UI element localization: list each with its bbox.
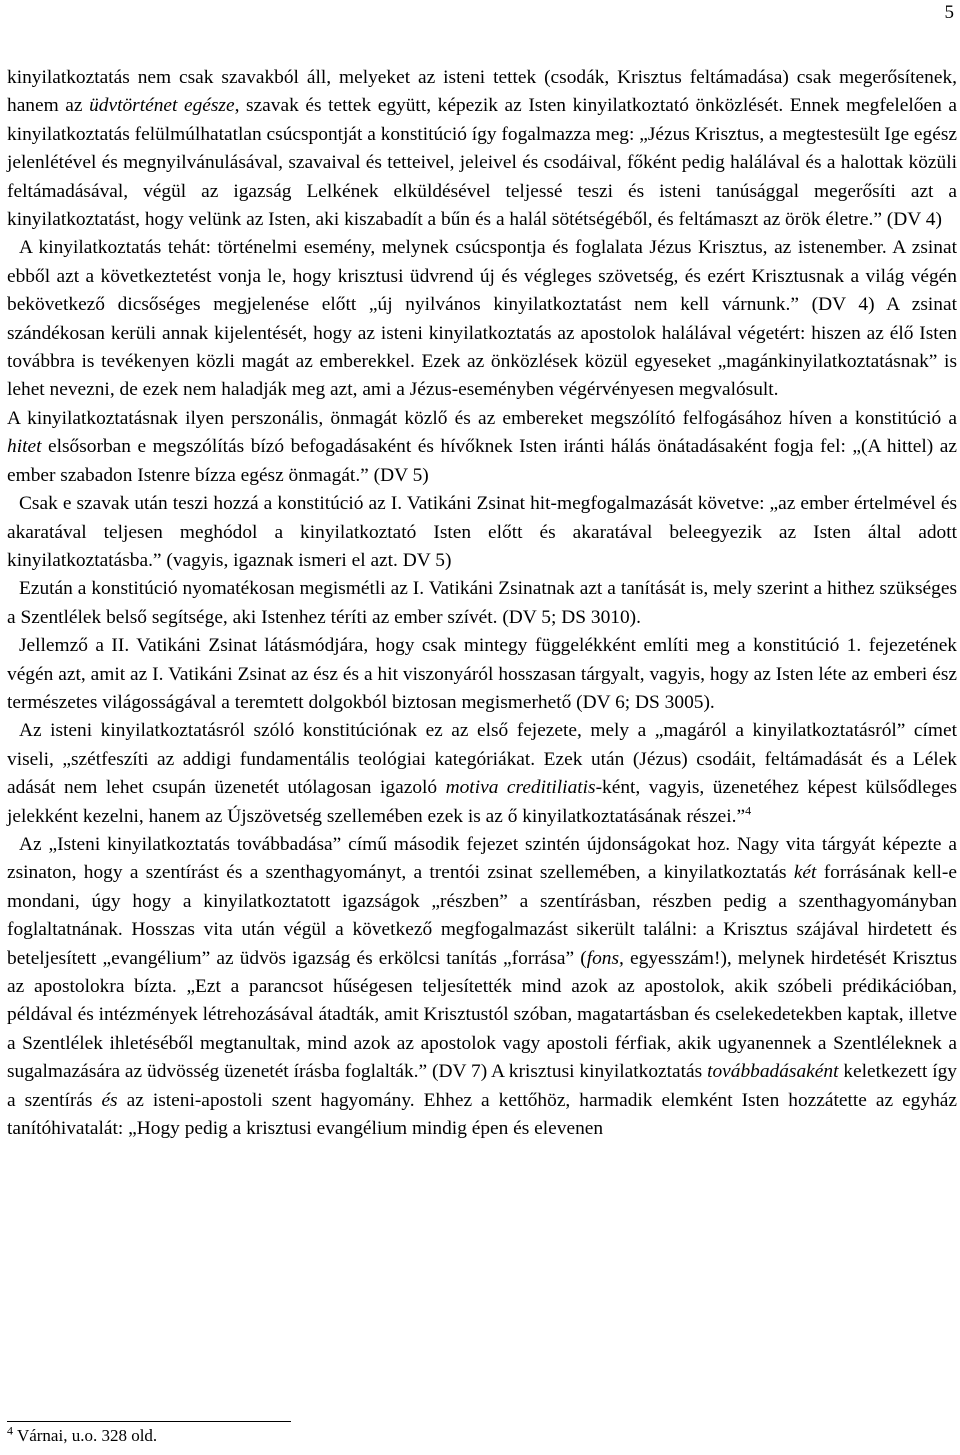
- paragraph: [7, 490, 957, 575]
- paragraph: [7, 632, 957, 717]
- italic-text: üdvtörténet egésze: [89, 95, 235, 117]
- paragraph: [7, 405, 957, 490]
- text-run: , szavak és tettek együtt, képezik az Isten kinyilatkoztató önközlését. Ennek megfelelően a kinyilatkoztatás felülmúlhatatlan csúcspontját a konstitúció így fogalmazza meg: „Jézus Krisztus, a megtestesült Ige egész jelenlétével és megnyilvánulásával, szavaival és tetteivel, jeleivel és csodáival, főként pedig halálával és a halottak közüli feltámadásával, végül az igazság Lelkének elküldésével teljessé teszi és isteni tanúsággal megerősíti azt a kinyilatkoztatást, hogy velünk az Isten, aki kiszabadít a bűn és a halál sötétségéből, és feltámaszt az örök életre.” (DV 4): [7, 95, 957, 231]
- italic-text: fons,: [586, 947, 624, 969]
- footnote-text: Várnai, u.o. 328 old.: [13, 1426, 158, 1445]
- italic-text: két: [793, 862, 817, 884]
- text-run: Jellemző a II. Vatikáni Zsinat látásmódjára, hogy csak mintegy függelékként említi meg a konstitúció 1. fejezetének végén azt, amit az I. Vatikáni Zsinat az ész és a hit viszonyáról hosszasan tárgyalt, vagyis, hogy az Isten léte az emberi ész természetes világosságával a teremtett dolgokból biztosan megismerhető (DV 6; DS 3005).: [7, 635, 957, 713]
- paragraph: [7, 575, 957, 632]
- text-run: -ként, vagyis, üzenetéhez képest külsődleges jelekként kezelni, hanem az Újszövetség szellemében ezek is az ő kinyilatkoztatásának részei.”: [7, 777, 957, 827]
- italic-text: motiva creditiliatis: [445, 777, 596, 799]
- paragraph: [7, 234, 957, 404]
- text-run: elsősorban e megszólítás bízó befogadásaként és hívőknek Isten iránti hálás önátadásaként fogja fel: „(A hittel) az ember szabadon Istenre bízza egész önmagát.” (DV 5): [7, 436, 957, 486]
- footnote-separator: [7, 1421, 291, 1422]
- text-run: Ezután a konstitúció nyomatékosan megismétli az I. Vatikáni Zsinatnak azt a tanítását is, mely szerint a hithez szükséges a Szentlélek belső segítsége, aki Istenhez téríti az ember szívét. (DV 5; DS 3010).: [7, 578, 957, 628]
- italic-text: hitet: [7, 436, 42, 458]
- text-run: kinyilatkoztatás nem csak szavakból áll, melyeket az isteni tettek (csodák, Krisztus feltámadása) csak megerősítenek, hanem az: [7, 67, 957, 117]
- body-text: [7, 64, 957, 1143]
- text-run: Az isteni kinyilatkoztatásról szóló konstitúciónak ez az első fejezete, mely a „magáról a kinyilatkoztatásról” címet viseli, „szétfeszíti az addigi fundamentális teológiai kategóriákat. Ezek után (Jézus) csodáit, feltámadását és a Lélek adását nem lehet csupán üzenetét utólagosan igazoló: [7, 720, 957, 799]
- footnote-reference: 4: [745, 803, 752, 818]
- text-run: keletkezett így a szentírás: [7, 1061, 957, 1111]
- italic-text: és: [101, 1089, 118, 1111]
- text-run: Az „Isteni kinyilatkoztatás továbbadása” című második fejezet szintén újdonságokat hoz. Nagy vita tárgyát képezte a zsinaton, hogy a szentírást és a szenthagyományt, a trentói zsinat szellemében, a kinyilatkoztatás: [7, 833, 957, 884]
- page-number: 5: [944, 2, 954, 23]
- text-run: A kinyilatkoztatás tehát: történelmi esemény, melynek csúcspontja és foglalata Jézus Krisztus, az istenember. A zsinat ebből azt a következtetést vonja le, hogy krisztusi üdvrend új és végleges szövetség, és ezért Krisztusnak a világ végén bekövetkező dicsőséges megjelenése előtt „új nyilvános kinyilatkoztatást nem kell várnunk.” (DV 4) A zsinat szándékosan kerüli annak kijelentését, hogy az isteni kinyilatkoztatás az apostolok halálával végetért: hiszen az élő Isten továbbra is tevékenyen közli magát az emberekkel. Ezek az önközlések közül egyeseket „magánkinyilatkoztatásnak” is lehet nevezni, de ezek nem haladják meg azt, ami a Jézus-eseményben végérvényesen megvalósult.: [7, 237, 957, 401]
- paragraph: [7, 717, 957, 831]
- paragraph: [7, 64, 957, 234]
- paragraph: [7, 831, 957, 1143]
- italic-text: továbbadásaként: [707, 1061, 839, 1083]
- text-run: forrásának kell-e mondani, úgy hogy a kinyilatkoztatott igazságok „részben” a szentírásban, részben pedig a szenthagyományban foglaltatnának. Hosszas vita után végül a következő megfogalmazást sikerült találni: a Krisztus szájával hirdetett és beteljesített „evangélium” az üdvös igazság és erkölcsi tanítás „forrása” (: [7, 862, 957, 969]
- text-run: A kinyilatkoztatásnak ilyen perszonális, önmagát közlő és az embereket megszólító felfogásához híven a konstitúció a: [7, 407, 957, 429]
- text-run: az isteni-apostoli szent hagyomány. Ehhez a kettőhöz, harmadik elemként Isten hozzátette az egyház tanítóhivatalát: „Hogy pedig a krisztusi evangélium mindig épen és elevenen: [7, 1089, 957, 1140]
- footnote-number: 4: [7, 1423, 13, 1438]
- text-run: Csak e szavak után teszi hozzá a konstitúció az I. Vatikáni Zsinat hit-megfogalmazását követve: „az ember értelmével és akaratával teljesen meghódol a kinyilatkoztató Isten előtt és akaratával beleegyezik az Isten által adott kinyilatkoztatásba.” (vagyis, igaznak ismeri el azt. DV 5): [7, 493, 957, 571]
- text-run: egyesszám!), melynek hirdetését Krisztus az apostolokra bízta. „Ezt a parancsot hűségesen teljesítették mind azok az apostolok, akik szóbeli prédikációban, példával és intézmények létrehozásával átadták, amit Krisztustól szóban, magatartásban és cselekedetekben kaptak, illetve a Szentlélek ihletéséből megtanultak, mind azok az apostolok vagy apostoli férfiak, akik ugyanennek a Szentléleknek a sugalmazására az üdvösség üzenetét írásba foglalták.” (DV 7) A krisztusi kinyilatkoztatás: [7, 947, 957, 1083]
- footnote: [7, 1425, 157, 1447]
